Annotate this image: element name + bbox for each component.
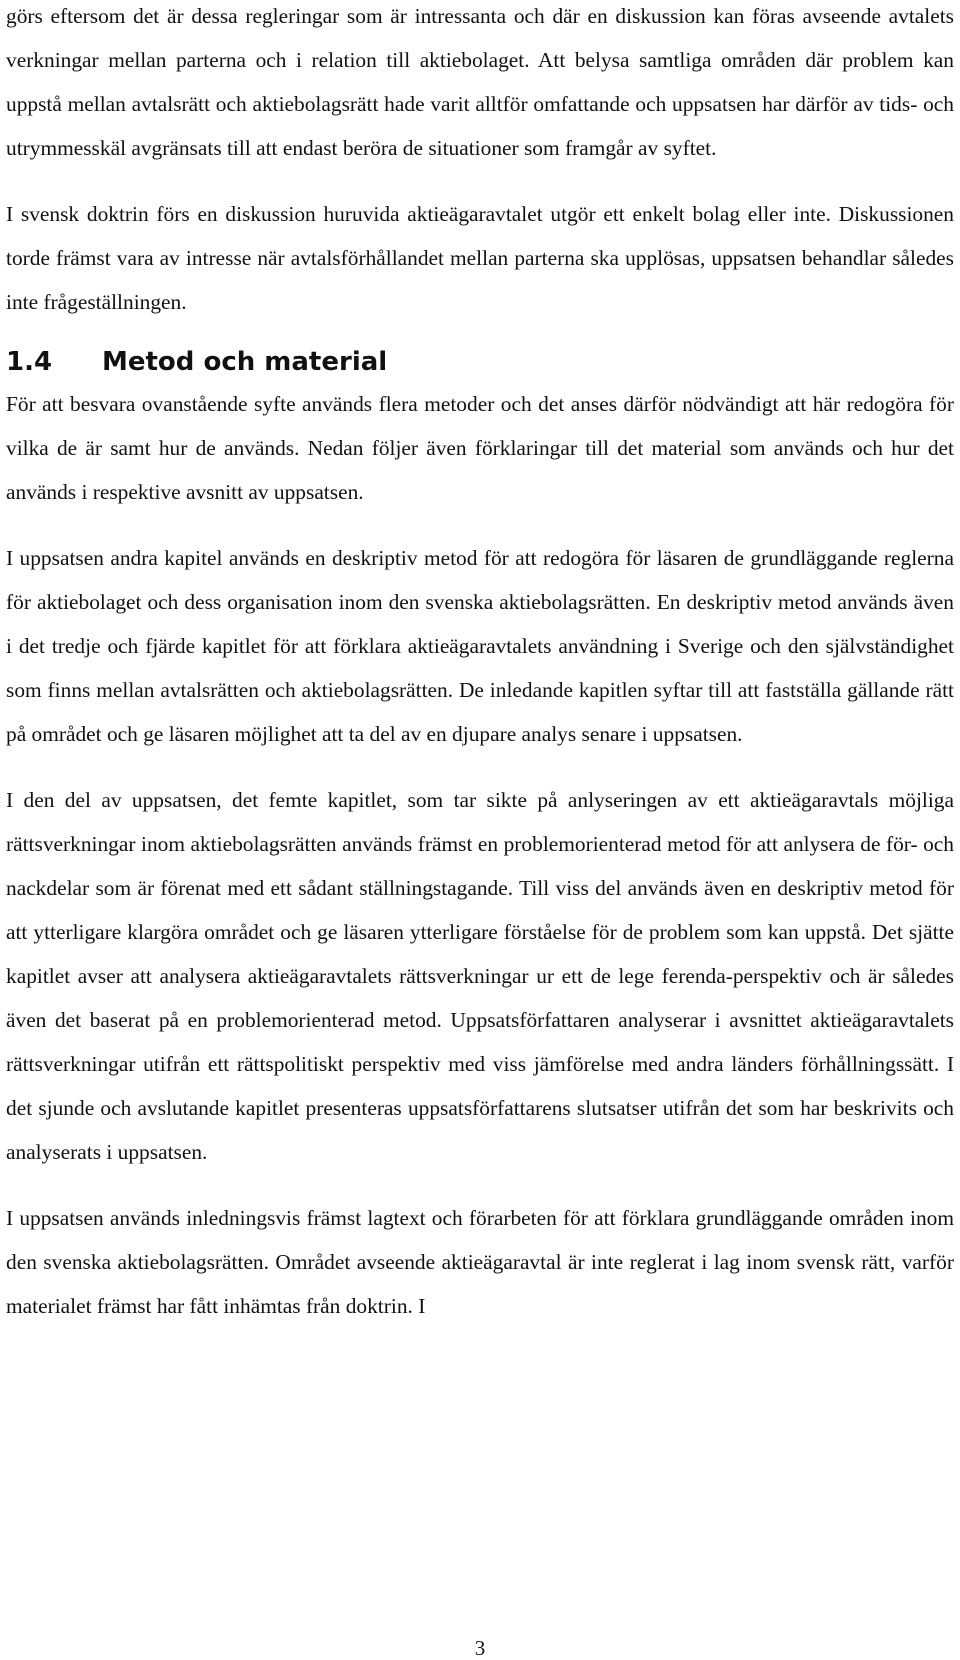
page-body	[6, 0, 954, 1328]
paragraph-method-intro: För att besvara ovanstående syfte används flera metoder och det anses därför nödvändigt att här redogöra för vilka de är samt hur de används. Nedan följer även förklaringar till det material som används och hur det används i respektive avsnitt av uppsatsen.	[6, 392, 954, 504]
page-number: 3	[474, 1636, 486, 1660]
paragraph-descriptive-method: I uppsatsen andra kapitel används en deskriptiv metod för att redogöra för läsaren de grundläggande reglerna för aktiebolaget och dess organisation inom den svenska aktiebolagsrätten. En deskriptiv metod används även i det tredje och fjärde kapitlet för att förklara aktieägaravtalets användning i Sverige och den självständighet som finns mellan avtalsrätten och aktiebolagsrätten. De inledande kapitlen syftar till att fastställa gällande rätt på området och ge läsaren möjlighet att ta del av en djupare analys senare i uppsatsen.	[6, 546, 954, 746]
section-heading	[6, 340, 954, 384]
paragraph-problem-oriented-method: I den del av uppsatsen, det femte kapitlet, som tar sikte på anlyseringen av ett aktieägaravtals möjliga rättsverkningar inom aktiebolagsrätten används främst en problemorienterad metod för att anlysera de för- och nackdelar som är förenat med ett sådant ställningstagande. Till viss del används även en deskriptiv metod för att ytterligare klargöra området och ge läsaren ytterligare förståelse för de problem som kan uppstå. Det sjätte kapitlet avser att analysera aktieägaravtalets rättsverkningar ur ett de lege ferenda-perspektiv och är således även det baserat på en problemorienterad metod. Uppsatsförfattaren analyserar i avsnittet aktieägaravtalets rättsverkningar utifrån ett rättspolitiskt perspektiv med viss jämförelse med andra länders förhållningssätt. I det sjunde och avslutande kapitlet presenteras uppsatsförfattarens slutsatser utifrån det som har beskrivits och analyserats i uppsatsen.	[6, 788, 954, 1164]
section-number: 1.4	[6, 347, 53, 377]
section-title: Metod och material	[102, 347, 388, 377]
paragraph-simple-company-discussion: I svensk doktrin förs en diskussion huruvida aktieägaravtalet utgör ett enkelt bolag eller inte. Diskussionen torde främst vara av intresse när avtalsförhållandet mellan parterna ska upplösas, uppsatsen behandlar således inte frågeställningen.	[6, 202, 954, 314]
paragraph-scope-continuation: görs eftersom det är dessa regleringar som är intressanta och där en diskussion kan föras avseende avtalets verkningar mellan parterna och i relation till aktiebolaget. Att belysa samtliga områden där problem kan uppstå mellan avtalsrätt och aktiebolagsrätt hade varit alltför omfattande och uppsatsen har därför av tids- och utrymmesskäl avgränsats till att endast beröra de situationer som framgår av syftet.	[6, 4, 954, 160]
paragraph-material: I uppsatsen används inledningsvis främst lagtext och förarbeten för att förklara grundläggande områden inom den svenska aktiebolagsrätten. Området avseende aktieägaravtal är inte reglerat i lag inom svensk rätt, varför materialet främst har fått inhämtas från doktrin. I	[6, 1206, 954, 1318]
